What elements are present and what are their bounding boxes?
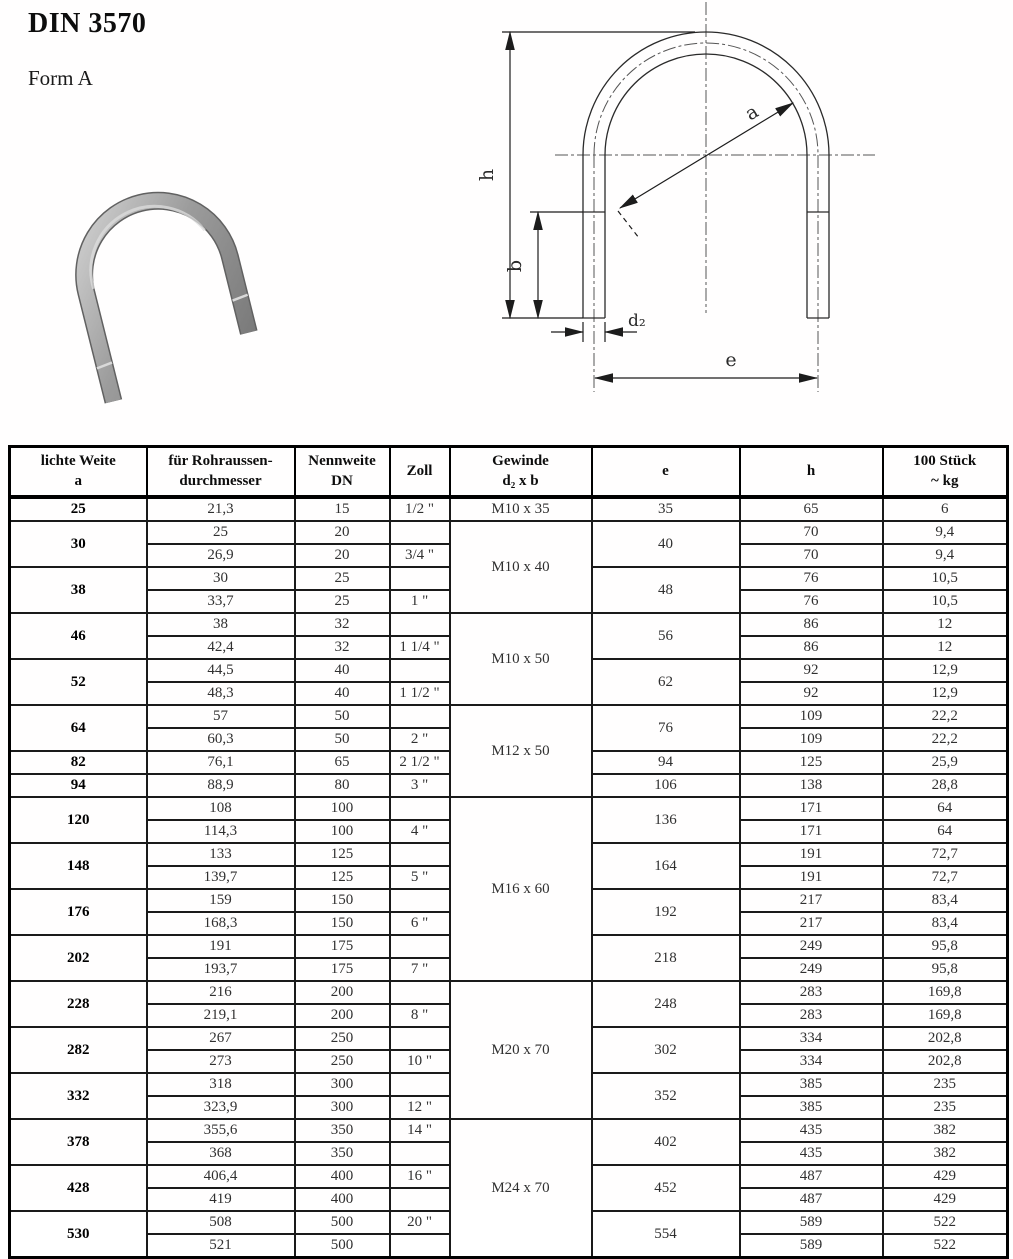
table-cell: 400 xyxy=(295,1188,390,1211)
table-cell xyxy=(390,613,450,636)
header-line: Zoll xyxy=(406,462,433,479)
table-cell: 12 " xyxy=(390,1096,450,1119)
table-cell: 57 xyxy=(147,705,295,728)
table-cell: 35 xyxy=(592,497,740,521)
table-cell: 273 xyxy=(147,1050,295,1073)
table-cell xyxy=(390,935,450,958)
table-cell: 109 xyxy=(740,705,883,728)
table-cell: 76,1 xyxy=(147,751,295,774)
table-cell xyxy=(390,1188,450,1211)
column-header-gewinde xyxy=(450,447,592,498)
table-cell: 108 xyxy=(147,797,295,820)
table-cell: 76 xyxy=(740,590,883,613)
table-cell: 38 xyxy=(10,567,147,613)
table-cell: 60,3 xyxy=(147,728,295,751)
table-cell: 202,8 xyxy=(883,1027,1008,1050)
table-cell: 2 1/2 " xyxy=(390,751,450,774)
table-cell xyxy=(390,843,450,866)
dimension-d2-label: d₂ xyxy=(628,311,646,331)
u-bolt-shape xyxy=(61,183,265,403)
header-line: d₂ x b xyxy=(502,472,539,489)
table-cell: 332 xyxy=(10,1073,147,1119)
table-cell: 64 xyxy=(10,705,147,751)
table-cell: M10 x 40 xyxy=(450,521,592,613)
table-cell: 522 xyxy=(883,1234,1008,1258)
table-cell: 402 xyxy=(592,1119,740,1165)
table-cell: 10,5 xyxy=(883,567,1008,590)
table-cell: 42,4 xyxy=(147,636,295,659)
table-cell: 40 xyxy=(295,659,390,682)
table-cell: 202,8 xyxy=(883,1050,1008,1073)
table-cell: 25 xyxy=(147,521,295,544)
table-cell: 70 xyxy=(740,544,883,567)
table-row xyxy=(10,613,1008,636)
column-header-zoll xyxy=(390,447,450,498)
table-cell: 25 xyxy=(295,590,390,613)
table-cell: 202 xyxy=(10,935,147,981)
header-line: ~ kg xyxy=(931,472,959,489)
table-cell: 6 xyxy=(883,497,1008,521)
page-title: DIN 3570 xyxy=(28,8,147,39)
table-cell: M10 x 50 xyxy=(450,613,592,705)
table-cell: 1/2 " xyxy=(390,497,450,521)
table-cell: 10,5 xyxy=(883,590,1008,613)
table-cell: 355,6 xyxy=(147,1119,295,1142)
table-cell: 228 xyxy=(10,981,147,1027)
table-cell: 216 xyxy=(147,981,295,1004)
table-cell: M24 x 70 xyxy=(450,1119,592,1258)
table-cell: 406,4 xyxy=(147,1165,295,1188)
table-cell: 368 xyxy=(147,1142,295,1165)
table-cell: 428 xyxy=(10,1165,147,1211)
table-cell: 86 xyxy=(740,613,883,636)
table-cell: 44,5 xyxy=(147,659,295,682)
table-cell: 382 xyxy=(883,1119,1008,1142)
table-cell: 300 xyxy=(295,1096,390,1119)
header-line: e xyxy=(662,462,669,479)
table-cell: 50 xyxy=(295,705,390,728)
table-cell: 86 xyxy=(740,636,883,659)
dimension-a-label: a xyxy=(741,100,763,126)
table-cell: 429 xyxy=(883,1188,1008,1211)
header-line: h xyxy=(806,462,816,479)
table-cell: 72,7 xyxy=(883,866,1008,889)
table-cell: M16 x 60 xyxy=(450,797,592,981)
table-cell: 171 xyxy=(740,797,883,820)
table-cell: 1 " xyxy=(390,590,450,613)
table-cell: 52 xyxy=(10,659,147,705)
table-cell: 175 xyxy=(295,958,390,981)
table-cell: 352 xyxy=(592,1073,740,1119)
table-cell: 8 " xyxy=(390,1004,450,1027)
table-cell: 508 xyxy=(147,1211,295,1234)
table-cell: 65 xyxy=(740,497,883,521)
table-cell: 300 xyxy=(295,1073,390,1096)
table-cell: 22,2 xyxy=(883,705,1008,728)
table-cell: M12 x 50 xyxy=(450,705,592,797)
table-cell: 16 " xyxy=(390,1165,450,1188)
table-cell: 64 xyxy=(883,797,1008,820)
table-cell: 50 xyxy=(295,728,390,751)
table-row xyxy=(10,705,1008,728)
table-cell: 249 xyxy=(740,935,883,958)
table-cell: 72,7 xyxy=(883,843,1008,866)
table-cell: 10 " xyxy=(390,1050,450,1073)
table-cell: 125 xyxy=(295,866,390,889)
table-cell: 452 xyxy=(592,1165,740,1211)
table-cell: 95,8 xyxy=(883,935,1008,958)
table-cell: 429 xyxy=(883,1165,1008,1188)
table-cell: 522 xyxy=(883,1211,1008,1234)
table-cell: 109 xyxy=(740,728,883,751)
table-cell xyxy=(390,521,450,544)
column-header-h xyxy=(740,447,883,498)
table-cell: 148 xyxy=(10,843,147,889)
table-cell: 400 xyxy=(295,1165,390,1188)
table-cell: 100 xyxy=(295,797,390,820)
table-cell: 14 " xyxy=(390,1119,450,1142)
table-cell: 56 xyxy=(592,613,740,659)
table-cell: 200 xyxy=(295,981,390,1004)
table-cell: 191 xyxy=(147,935,295,958)
header-line: DN xyxy=(331,472,353,489)
column-header-rohraussendurchmesser xyxy=(147,447,295,498)
table-cell: 40 xyxy=(295,682,390,705)
table-cell: 382 xyxy=(883,1142,1008,1165)
table-cell: 218 xyxy=(592,935,740,981)
dimension-b-label: b xyxy=(504,259,526,273)
table-cell: 138 xyxy=(740,774,883,797)
table-cell xyxy=(390,659,450,682)
centerlines xyxy=(555,2,875,392)
table-cell: 6 " xyxy=(390,912,450,935)
table-cell: 30 xyxy=(147,567,295,590)
header-row xyxy=(10,447,1008,498)
table-cell: 28,8 xyxy=(883,774,1008,797)
table-cell: 3 " xyxy=(390,774,450,797)
table-cell: 125 xyxy=(295,843,390,866)
table-cell: 350 xyxy=(295,1119,390,1142)
table-cell xyxy=(390,1234,450,1258)
table-cell: 46 xyxy=(10,613,147,659)
table-cell: 76 xyxy=(592,705,740,751)
header-line: Gewinde xyxy=(492,453,549,469)
table-cell: 385 xyxy=(740,1096,883,1119)
table-cell: M10 x 35 xyxy=(450,497,592,521)
table-cell: 554 xyxy=(592,1211,740,1258)
table-cell: 323,9 xyxy=(147,1096,295,1119)
table-cell: 7 " xyxy=(390,958,450,981)
table-cell: 64 xyxy=(883,820,1008,843)
table-cell: 21,3 xyxy=(147,497,295,521)
table-cell xyxy=(390,1073,450,1096)
table-cell: 283 xyxy=(740,981,883,1004)
table-cell: 38 xyxy=(147,613,295,636)
table-cell: 12,9 xyxy=(883,659,1008,682)
table-cell xyxy=(390,889,450,912)
table-cell: 150 xyxy=(295,912,390,935)
table-body xyxy=(10,497,1008,1258)
table-cell: 94 xyxy=(592,751,740,774)
column-header-100-stueck xyxy=(883,447,1008,498)
table-cell: 589 xyxy=(740,1211,883,1234)
table-cell xyxy=(390,797,450,820)
table-cell: 334 xyxy=(740,1050,883,1073)
table-cell: 217 xyxy=(740,912,883,935)
table-cell: 88,9 xyxy=(147,774,295,797)
table-cell: 250 xyxy=(295,1027,390,1050)
table-cell: 114,3 xyxy=(147,820,295,843)
table-cell: 106 xyxy=(592,774,740,797)
table-cell: 487 xyxy=(740,1188,883,1211)
table-cell: 139,7 xyxy=(147,866,295,889)
table-cell: 159 xyxy=(147,889,295,912)
table-cell: 530 xyxy=(10,1211,147,1258)
table-row xyxy=(10,521,1008,544)
table-cell: 25,9 xyxy=(883,751,1008,774)
table-cell: 120 xyxy=(10,797,147,843)
table-cell: 83,4 xyxy=(883,912,1008,935)
table-cell: 419 xyxy=(147,1188,295,1211)
table-cell: 32 xyxy=(295,636,390,659)
table-cell: 70 xyxy=(740,521,883,544)
table-cell: 76 xyxy=(740,567,883,590)
table-cell: 133 xyxy=(147,843,295,866)
table-cell: 12,9 xyxy=(883,682,1008,705)
table-cell: 4 " xyxy=(390,820,450,843)
table-cell: 48,3 xyxy=(147,682,295,705)
table-cell: 267 xyxy=(147,1027,295,1050)
table-cell: 171 xyxy=(740,820,883,843)
table-cell: 191 xyxy=(740,843,883,866)
table-cell: 435 xyxy=(740,1119,883,1142)
table-cell: 334 xyxy=(740,1027,883,1050)
table-cell: 521 xyxy=(147,1234,295,1258)
table-cell: 25 xyxy=(10,497,147,521)
table-cell: 169,8 xyxy=(883,981,1008,1004)
table-cell: 249 xyxy=(740,958,883,981)
table-row xyxy=(10,1119,1008,1142)
table-cell: 40 xyxy=(592,521,740,567)
header-line: durchmesser xyxy=(179,472,262,489)
table-cell: 30 xyxy=(10,521,147,567)
table-cell: 3/4 " xyxy=(390,544,450,567)
table-cell: 125 xyxy=(740,751,883,774)
table-cell: 9,4 xyxy=(883,544,1008,567)
table-cell: 200 xyxy=(295,1004,390,1027)
table-cell: 15 xyxy=(295,497,390,521)
table-cell: 1 1/2 " xyxy=(390,682,450,705)
table-cell xyxy=(390,705,450,728)
table-cell: 12 xyxy=(883,636,1008,659)
table-cell xyxy=(390,1142,450,1165)
table-cell: 191 xyxy=(740,866,883,889)
table-cell xyxy=(390,567,450,590)
table-cell: 82 xyxy=(10,751,147,774)
table-cell: 32 xyxy=(295,613,390,636)
dimension-e-label: e xyxy=(725,349,737,371)
table-cell: 318 xyxy=(147,1073,295,1096)
table-cell: 26,9 xyxy=(147,544,295,567)
table-cell: 500 xyxy=(295,1211,390,1234)
table-row xyxy=(10,497,1008,521)
table-cell: 193,7 xyxy=(147,958,295,981)
table-cell: 176 xyxy=(10,889,147,935)
form-label: Form A xyxy=(28,66,93,90)
table-cell: 9,4 xyxy=(883,521,1008,544)
table-cell: 164 xyxy=(592,843,740,889)
header-line: Nennweite xyxy=(308,453,376,469)
table-row xyxy=(10,981,1008,1004)
table-cell: 302 xyxy=(592,1027,740,1073)
table-cell: 150 xyxy=(295,889,390,912)
dimension-b xyxy=(530,212,583,318)
technical-drawing xyxy=(455,0,1013,400)
table-cell: 80 xyxy=(295,774,390,797)
table-cell: 20 " xyxy=(390,1211,450,1234)
header-line: lichte Weite xyxy=(40,453,116,469)
table-cell: 169,8 xyxy=(883,1004,1008,1027)
table-cell xyxy=(390,1027,450,1050)
table-cell: 100 xyxy=(295,820,390,843)
table-cell: 192 xyxy=(592,889,740,935)
table-cell: 235 xyxy=(883,1073,1008,1096)
table-cell: 283 xyxy=(740,1004,883,1027)
u-bolt-photo xyxy=(28,158,258,403)
table-cell: 500 xyxy=(295,1234,390,1258)
table-cell: 385 xyxy=(740,1073,883,1096)
table-cell: 435 xyxy=(740,1142,883,1165)
header-line: 100 Stück xyxy=(913,453,977,469)
table-cell: 168,3 xyxy=(147,912,295,935)
table-cell: 487 xyxy=(740,1165,883,1188)
header-line: a xyxy=(74,472,82,489)
table-cell: M20 x 70 xyxy=(450,981,592,1119)
dimension-h xyxy=(502,32,695,318)
table-cell: 282 xyxy=(10,1027,147,1073)
column-header-nennweite xyxy=(295,447,390,498)
table-cell: 235 xyxy=(883,1096,1008,1119)
table-cell: 33,7 xyxy=(147,590,295,613)
table-cell: 12 xyxy=(883,613,1008,636)
table-cell: 248 xyxy=(592,981,740,1027)
table-row xyxy=(10,797,1008,820)
header-line: für Rohraussen- xyxy=(168,453,273,469)
column-header-lichte-weite xyxy=(10,447,147,498)
table-cell: 20 xyxy=(295,544,390,567)
table-cell: 350 xyxy=(295,1142,390,1165)
table-cell: 250 xyxy=(295,1050,390,1073)
table-cell: 65 xyxy=(295,751,390,774)
table-cell: 94 xyxy=(10,774,147,797)
table-cell: 5 " xyxy=(390,866,450,889)
table-cell: 1 1/4 " xyxy=(390,636,450,659)
spec-table xyxy=(8,445,1009,1259)
table-cell: 22,2 xyxy=(883,728,1008,751)
table-cell: 136 xyxy=(592,797,740,843)
table-cell: 62 xyxy=(592,659,740,705)
column-header-e xyxy=(592,447,740,498)
table-cell: 2 " xyxy=(390,728,450,751)
table-cell: 219,1 xyxy=(147,1004,295,1027)
table-cell: 83,4 xyxy=(883,889,1008,912)
dimension-h-label: h xyxy=(476,168,498,182)
table-cell: 25 xyxy=(295,567,390,590)
table-cell: 92 xyxy=(740,659,883,682)
table-cell: 20 xyxy=(295,521,390,544)
table-cell: 589 xyxy=(740,1234,883,1258)
table-cell: 217 xyxy=(740,889,883,912)
table-cell: 95,8 xyxy=(883,958,1008,981)
table-cell: 378 xyxy=(10,1119,147,1165)
table-cell: 175 xyxy=(295,935,390,958)
table-cell xyxy=(390,981,450,1004)
table-cell: 92 xyxy=(740,682,883,705)
table-cell: 48 xyxy=(592,567,740,613)
